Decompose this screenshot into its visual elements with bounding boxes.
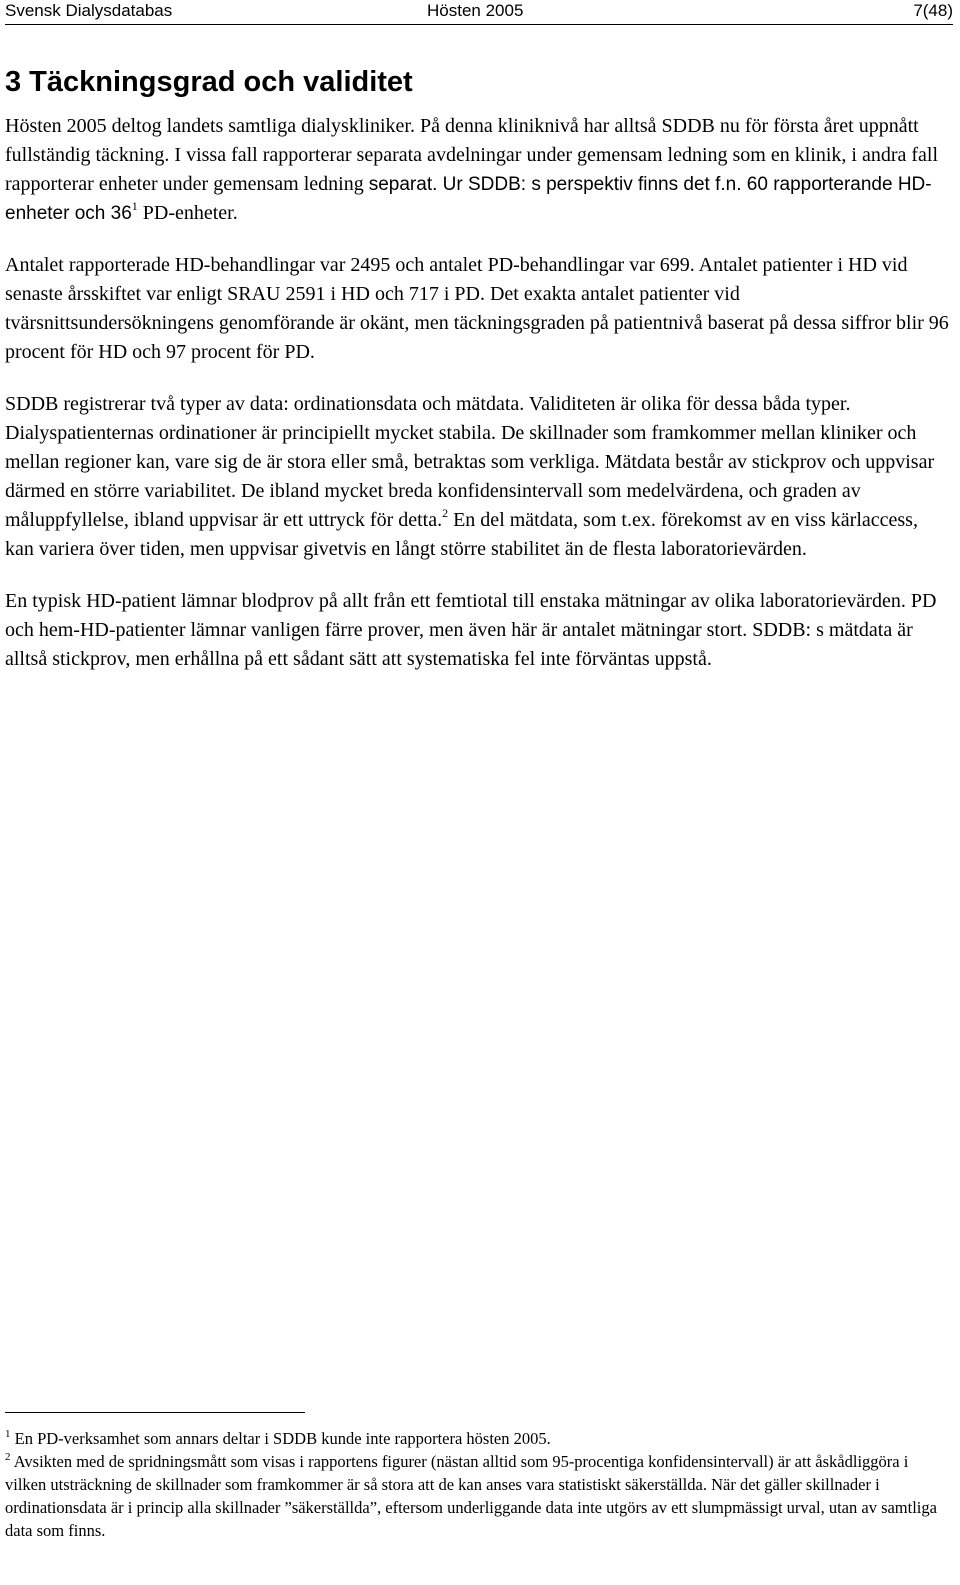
paragraph-coverage-text-a: Hösten 2005 deltog landets samtliga dialyskliniker. På denna kliniknivå har alltså SDDB nu för första året uppnått fullständig täckning. I vissa fall rapporterar separata avdelningar under gemensam ledning som en klinik, i andra fall rapporterar enheter under gemensam ledning: [5, 115, 939, 195]
paragraph-coverage-text-b: separat. Ur SDDB: s perspektiv finns det f.n. 60 rapporterande HD-enheter och 36: [5, 174, 932, 224]
page-header: [5, 0, 953, 25]
header-doc-title: Svensk Dialysdatabas: [5, 1, 173, 20]
footnote-2-text: Avsikten med de spridningsmått som visas i rapportens figurer (nästan alltid som 95-procentiga konfidensintervall) är att åskådliggöra i vilken utsträckning de skillnader som framkommer är så stora att de kan anses vara statistiskt säkerställda. När det gäller skillnader i ordinationsdata är i princip alla skillnader ”säkerställda”, eftersom underliggande data inte utgörs av ett slumpmässigt urval, utan av samtliga data som finns.: [5, 1452, 937, 1540]
paragraph-coverage-text-c: PD-enheter.: [137, 202, 238, 224]
footnote-1-mark: 1: [5, 1428, 11, 1440]
footnote-ref-2[interactable]: 2: [442, 506, 449, 520]
header-page-number: 7(48): [913, 1, 953, 20]
paragraph-validity-text-a: SDDB registrerar två typer av data: ordinationsdata och mätdata. Validiteten är olika för dessa båda typer. Dialyspatienternas ordinationer är principiellt mycket stabila. De skillnader som framkommer mellan kliniker och mellan regioner kan, vare sig de är stora eller små, betraktas som verkliga. Mätdata består av stickprov och uppvisar därmed en större variabilitet. De ibland mycket breda konfidensintervall som medelvärdena, och graden av måluppfyllelse, ibland uppvisar är ett uttryck för detta.: [5, 393, 935, 531]
paragraph-validity-text-b: En del mätdata, som t.ex. förekomst av en viss kärlaccess, kan variera över tiden, men uppvisar givetvis en långt större stabilitet än de flesta laboratorievärden.: [5, 509, 918, 560]
footnote-separator: [5, 1412, 305, 1413]
header-edition: Hösten 2005: [427, 1, 524, 20]
paragraph-treatments: Antalet rapporterade HD-behandlingar var 2495 och antalet PD-behandlingar var 699. Antalet patienter i HD vid senaste årsskiftet var enligt SRAU 2591 i HD och 717 i PD. Det exakta antalet patienter vid tvärsnittsundersökningens genomförande är okänt, men täckningsgraden på patientnivå baserat på dessa siffror blir 96 procent för HD och 97 procent för PD.: [5, 254, 949, 363]
paragraph-sampling: En typisk HD-patient lämnar blodprov på allt från ett femtiotal till enstaka mätningar av olika laboratorievärden. PD och hem-HD-patienter lämnar vanligen färre prover, men även här är antalet mätningar stort. SDDB: s mätdata är alltså stickprov, men erhållna på ett sådant sätt att systematiska fel inte förväntas uppstå.: [5, 590, 937, 670]
paragraph-coverage: [5, 112, 950, 228]
section-title: 3 Täckningsgrad och validitet: [5, 66, 413, 98]
footnote-2: [5, 1450, 950, 1542]
paragraph-validity: [5, 390, 950, 564]
footnote-1: [5, 1427, 950, 1450]
body-text: [5, 112, 950, 674]
footnote-ref-1[interactable]: 1: [131, 199, 138, 213]
footnote-2-mark: 2: [5, 1451, 11, 1463]
footnote-1-text: En PD-verksamhet som annars deltar i SDDB kunde inte rapportera hösten 2005.: [10, 1429, 551, 1448]
footnotes: [5, 1427, 950, 1542]
